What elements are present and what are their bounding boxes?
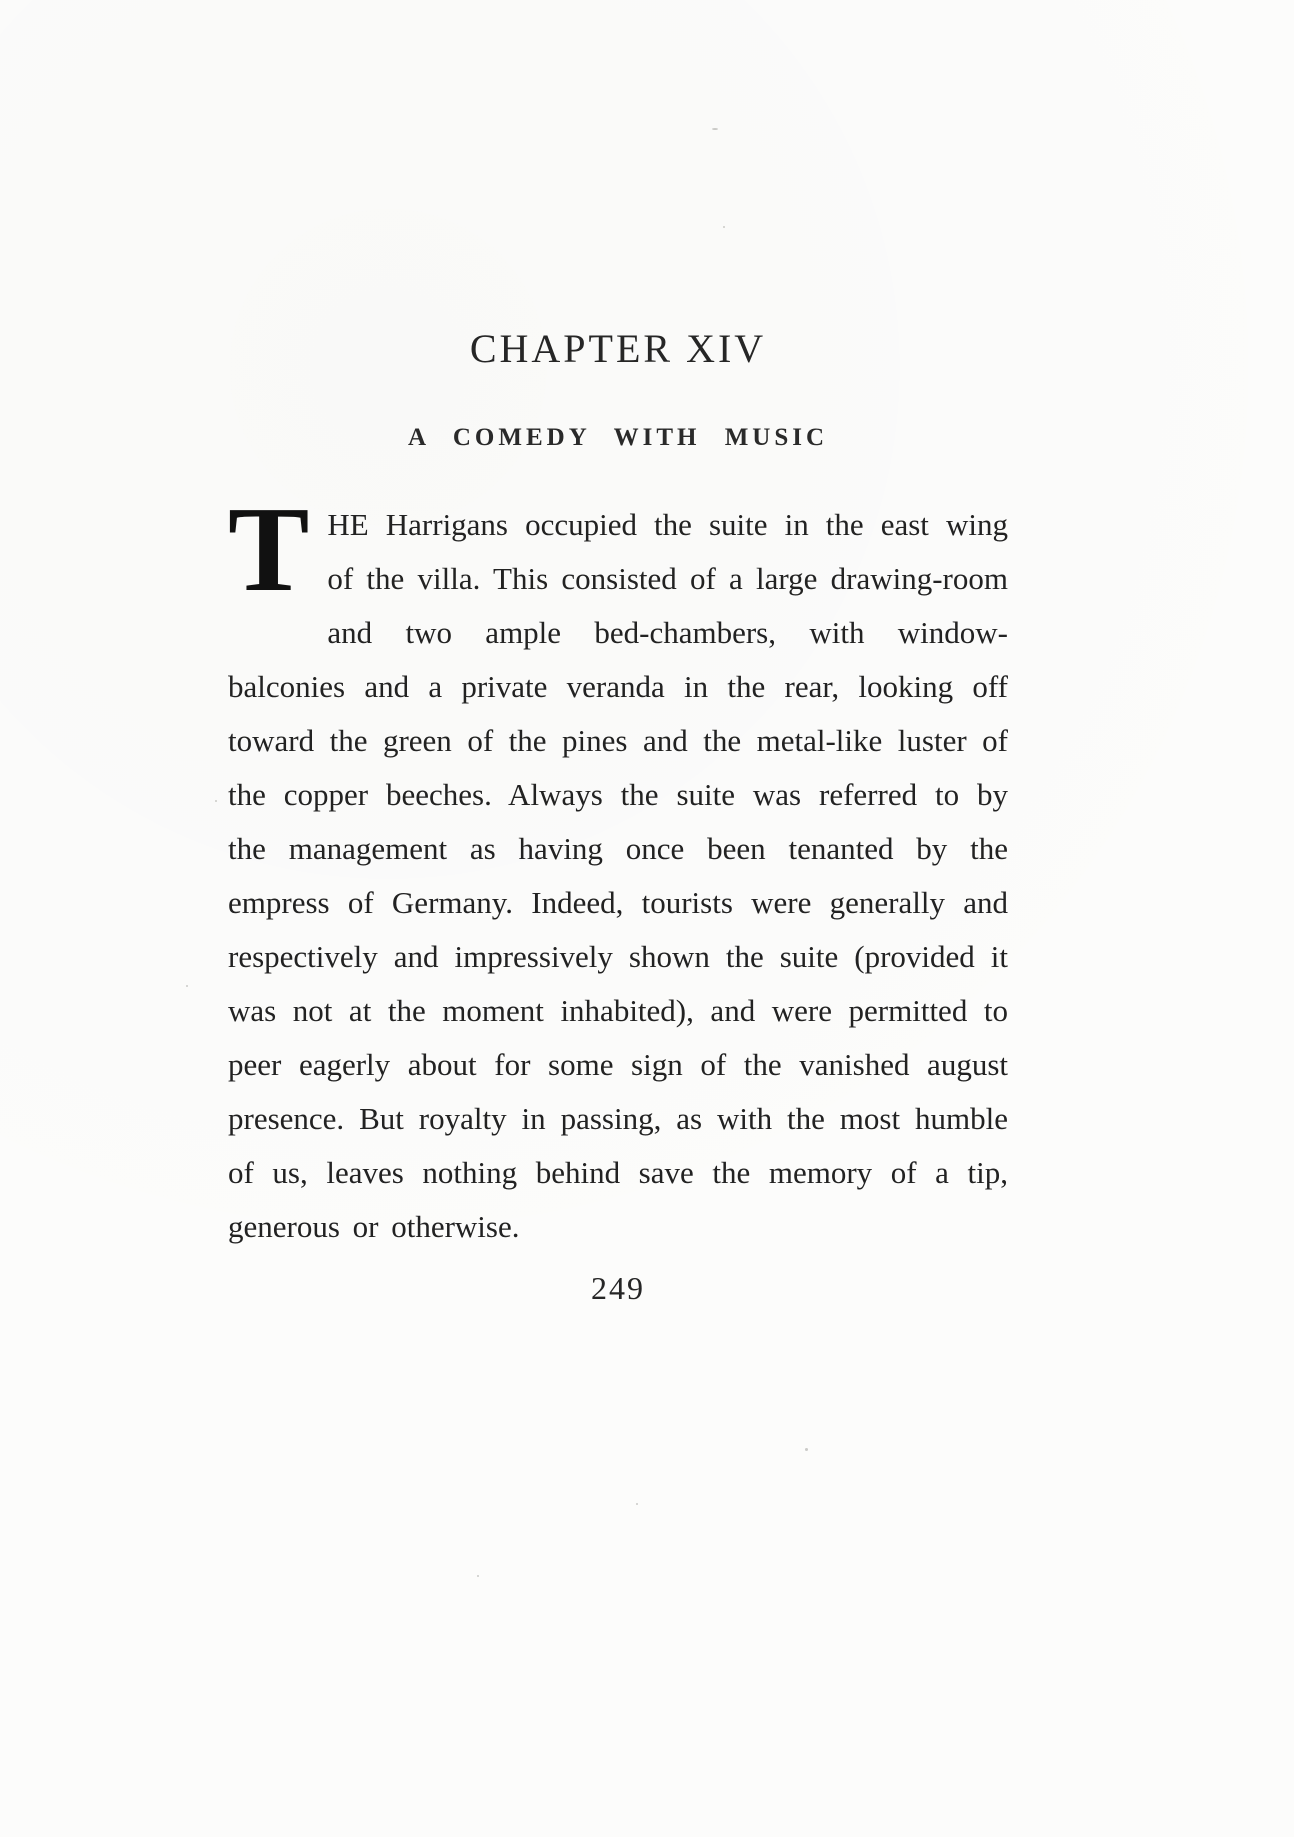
chapter-title: CHAPTER XIV <box>469 326 767 371</box>
scan-speckle <box>186 985 188 987</box>
chapter-subtitle: A COMEDY WITH MUSIC <box>407 424 829 451</box>
page-number: 249 <box>591 1270 645 1306</box>
scan-speckle <box>477 1575 479 1577</box>
scan-speckle <box>805 1448 808 1451</box>
scan-speckle <box>636 1503 638 1505</box>
paragraph-text: HE Harrigans occupied the suite in the east wing of the villa. This consisted of a large drawing-room and two ample bed-chambers, with window-balconies and a private veranda in the rear, looking off toward the green of the pines and the metal-like luster of the copper beeches. Always the suite was referred to by the management as having once been tenanted by the empress of Germany. Indeed, tourists were generally and respectively and impressively shown the suite (provided it was not at the moment inhabited), and were permitted to peer eagerly about for some sign of the vanished august presence. But royalty in passing, as with the most humble of us, leaves nothing behind save the memory of a tip, generous or otherwise. <box>228 507 1008 1244</box>
paragraph <box>228 482 1008 1254</box>
scan-speckle <box>723 226 725 228</box>
scan-speckle <box>712 128 718 130</box>
drop-cap: T <box>228 482 310 617</box>
text-block <box>228 325 1008 1307</box>
scan-speckle <box>215 800 217 802</box>
